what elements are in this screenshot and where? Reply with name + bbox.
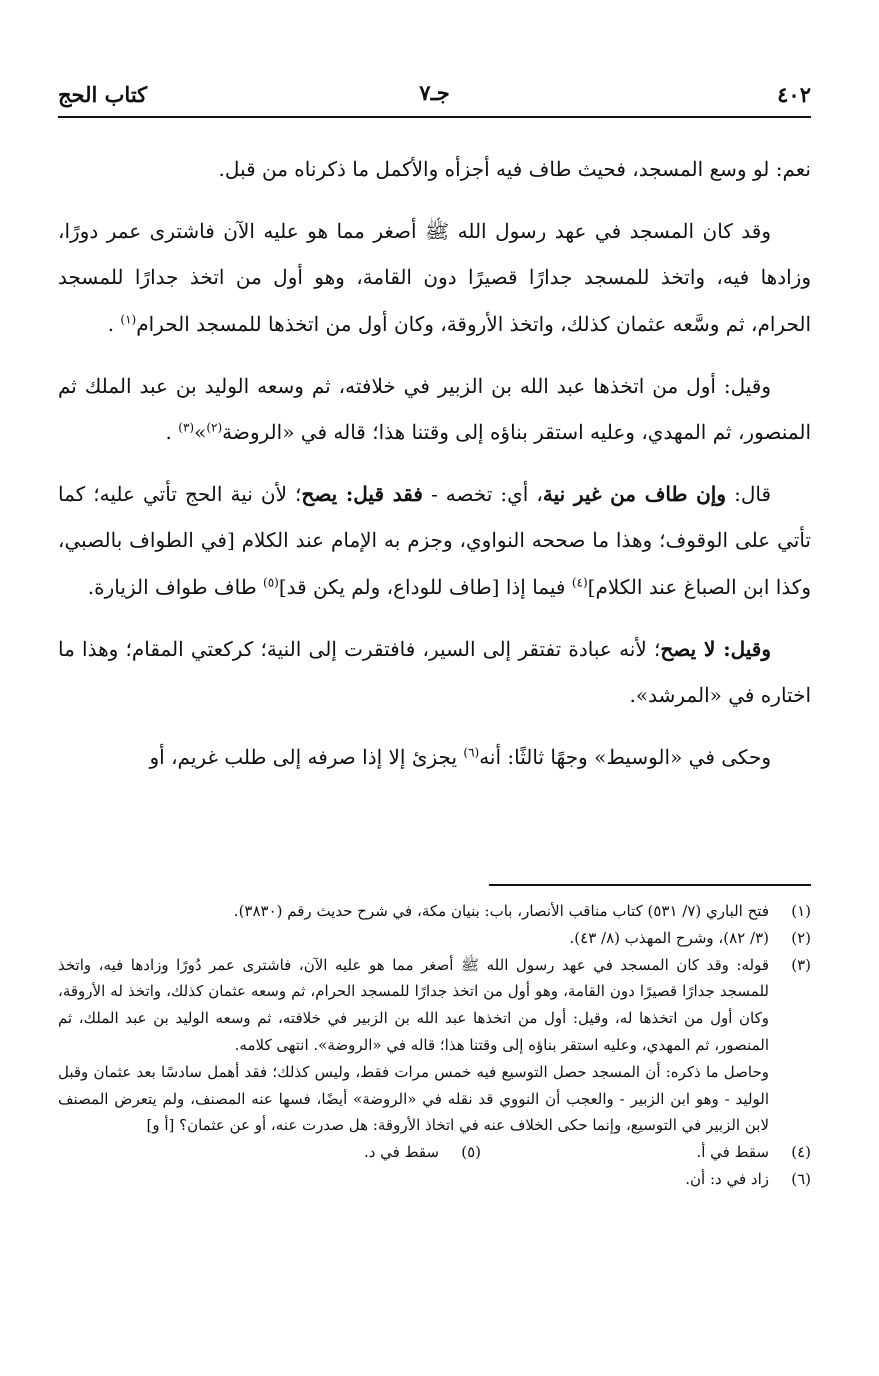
running-header [58,74,811,114]
footnote-row-4-5 [58,1139,811,1166]
footnote-ref-4[interactable]: (٤) [571,574,588,589]
footnote-4 [481,1139,811,1166]
footnote-3 [58,952,811,1140]
main-text [58,146,811,796]
footnote-ref-5[interactable]: (٥) [263,574,279,589]
footnote-5 [151,1139,481,1166]
matn-text: فقد قيل: يصح [301,482,423,507]
paragraph-2: وقد كان المسجد في عهد رسول الله ﷺ أصغر مما هو عليه الآن فاشترى عمر دورًا، وزادها فيه، واتخذ للمسجد جدارًا قصيرًا دون القامة، وهو أول من اتخذ جدارًا للمسجد الحرام، ثم وسَّعه عثمان كذلك، واتخذ الأروقة، وكان أول من اتخذها للمسجد الحرام$^{(١)}$ . [58,219,811,336]
volume-label: جـ٧ [419,80,450,105]
footnote-ref-6[interactable]: (٦) [463,745,480,760]
book-page [58,0,811,1376]
paragraph-6: وحكى في «الوسيط» وجهًا ثالثًا: أنه$^{(٦)}$ يجزئ إلا إذا صرفه إلى طلب غريم، أو [149,745,771,770]
footnote-number: (٤) [791,1143,811,1162]
book-title: كتاب الحج [58,81,148,107]
footnote-text: سقط في أ. [696,1143,769,1162]
footnote-number: (١) [791,902,811,920]
footnote-number: (٦) [791,1169,811,1188]
paragraph-4: قال: وإن طاف من غير نية، أي: تخصه - فقد قيل: يصح؛ لأن نية الحج تأتي عليه؛ كما تأتي على الوقوف؛ وهذا ما صححه النواوي، وجزم به الإمام عند الكلام [في الطواف بالصبي، وكذا ابن الصباغ عند الكلام]$^{(٤)}$ فيما إذا [طاف للوداع، ولم يكن قد]$^{(٥)}$ طاف طواف الزيارة. [58,482,811,599]
footnote-text: سقط في د. [363,1143,439,1162]
footnote-number: (٢) [791,928,811,947]
footnote-ref-3[interactable]: (٣) [178,420,195,435]
page-number: ٤٠٢ [777,81,811,107]
header-rule [58,116,811,118]
footnote-text: زاد في د: أن. [685,1169,769,1188]
matn-text: وقيل: لا يصح [660,636,772,661]
paragraph-5: وقيل: لا يصح؛ لأنه عبادة تفتقر إلى السير، فافتقرت إلى النية؛ كركعتي المقام؛ وهذا ما اختاره في «المرشد». [58,636,811,708]
footnote-2 [58,925,811,952]
paragraph-1: نعم: لو وسع المسجد، فحيث طاف فيه أجزأه والأكمل ما ذكرناه من قبل. [218,157,811,181]
footnote-6 [58,1166,811,1193]
footnote-text: (٣/ ٨٢)، وشرح المهذب (٨/ ٤٣). [569,928,769,947]
footnote-number: (٣) [791,955,811,974]
footnote-text: فتح الباري (٧/ ٥٣١) كتاب مناقب الأنصار، باب: بنيان مكة، في شرح حديث رقم (٣٨٣٠). [233,902,769,920]
footnote-ref-2[interactable]: (٢) [206,420,223,435]
footnote-number: (٥) [461,1143,481,1162]
paragraph-3: وقيل: أول من اتخذها عبد الله بن الزبير في خلافته، ثم وسعه الوليد بن عبد الملك ثم المنصور، ثم المهدي، وعليه استقر بناؤه إلى وقتنا هذا؛ قاله في «الروضة$^{(٢)}$»$^{(٣)}$ . [58,373,811,445]
footnote-1 [58,898,811,925]
matn-text: وإن طاف من غير نية [542,482,727,507]
footnotes [58,898,811,1193]
footnote-ref-1[interactable]: (١) [120,311,137,326]
footnote-text: قوله: وقد كان المسجد في عهد رسول الله ﷺ أصغر مما هو عليه الآن، فاشترى عمر دُورًا وزادها فيه، واتخذ للمسجد جدارًا قصيرًا دون القامة، وهو أول من اتخذ جدارًا للمسجد الحرام، ثم وسعه عثمان كذلك، واتخذ له الأروقة، وكان أول من اتخذها له، وقيل: أول من اتخذها عبد الله بن الزبير في خلافته، ثم وسعه الوليد بن عبد الملك، ثم المنصور، ثم المهدي، وعليه استقر بناؤه إلى وقتنا هذا؛ قاله في «الروضة». انتهى كلامه. وحاصل ما ذكره: أن المسجد حصل التوسيع فيه خمس مرات فقط، وليس كذلك؛ فقد أهمل سادسًا بعد عثمان وقبل الوليد - وهو ابن الزبير - والعجب أن النووي قد نقله في «الروضة» أيضًا، فسها عنه المصنف، ولم يتعرض المصنف لابن الزبير في التوسيع، وإنما حكى الخلاف عنه في اتخاذ الأروقة: هل صدرت عنه، أو عن عثمان؟ [أ و] [58,955,769,1135]
footnote-separator [489,884,811,886]
